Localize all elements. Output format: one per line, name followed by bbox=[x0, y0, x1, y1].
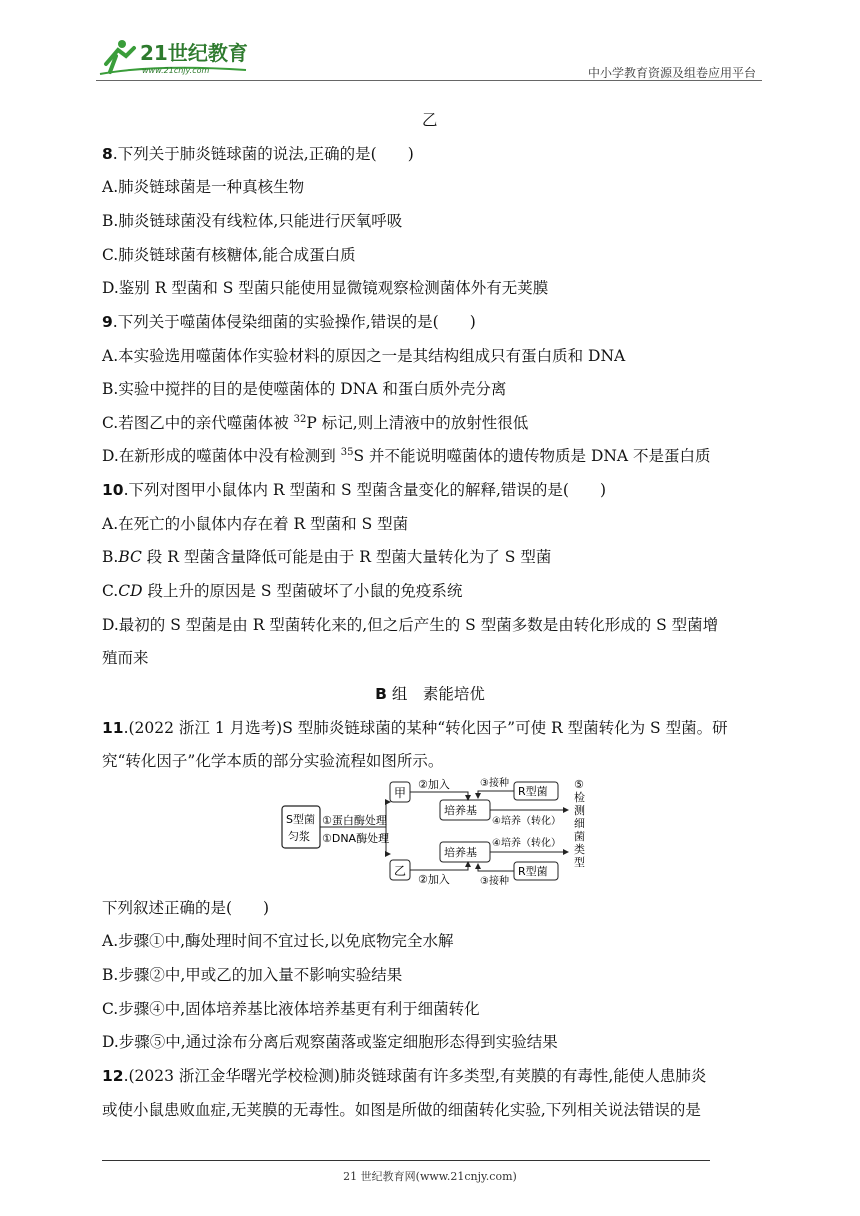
q8-option-b: B.肺炎链球菌没有线粒体,只能进行厌氧呼吸 bbox=[102, 212, 403, 230]
q8-option-d: D.鉴别 R 型菌和 S 型菌只能使用显微镜观察检测菌体外有无荚膜 bbox=[102, 279, 549, 297]
sample-yi: 乙 bbox=[394, 864, 407, 878]
site-logo bbox=[96, 34, 256, 78]
svg-text:测: 测 bbox=[574, 804, 585, 817]
step3-inoc-top: ③接种 bbox=[480, 778, 509, 789]
q11-option-b: B.步骤②中,甲或乙的加入量不影响实验结果 bbox=[102, 966, 403, 984]
step1-protease: ①蛋白酶处理 bbox=[322, 814, 387, 827]
q9-option-d: D.在新形成的噬菌体中没有检测到 $^{35}$S 并不能说明噬菌体的遗传物质是 DNA 不是蛋白质 bbox=[102, 446, 711, 465]
q12-stem-line1: 12.(2023 浙江金华曙光学校检测)肺炎链球菌有许多类型,有荚膜的有毒性,能使人患肺炎 bbox=[102, 1067, 707, 1085]
medium-top: 培养基 bbox=[444, 804, 477, 817]
q11-option-c: C.步骤④中,固体培养基比液体培养基更有利于细菌转化 bbox=[102, 1000, 480, 1018]
section-heading: B 组 素能培优 bbox=[375, 685, 485, 703]
q11-option-d: D.步骤⑤中,通过涂布分离后观察菌落或鉴定细胞形态得到实验结果 bbox=[102, 1033, 558, 1051]
sample-jia: 甲 bbox=[394, 786, 407, 800]
q12-stem-line2: 或使小鼠患败血症,无荚膜的无毒性。如图是所做的细菌转化实验,下列相关说法错误的是 bbox=[102, 1101, 701, 1119]
header-divider bbox=[96, 80, 762, 81]
svg-text:菌: 菌 bbox=[574, 830, 585, 843]
footer-divider bbox=[102, 1160, 710, 1161]
r-strain-bottom: R型菌 bbox=[518, 865, 548, 878]
q11-prompt: 下列叙述正确的是( ) bbox=[102, 899, 270, 917]
footer-text: 21 世纪教育网(www.21cnjy.com) bbox=[343, 1170, 517, 1183]
q8-stem: 8.下列关于肺炎链球菌的说法,正确的是( ) bbox=[102, 145, 414, 163]
step4-culture-top: ④培养（转化） bbox=[492, 816, 561, 827]
logo-text: 21世纪教育 bbox=[140, 41, 248, 65]
q11-option-a: A.步骤①中,酶处理时间不宜过长,以免底物完全水解 bbox=[102, 932, 454, 950]
q10-option-d-line2: 殖而来 bbox=[102, 649, 149, 667]
q10-option-b: B.BC 段 R 型菌含量降低可能是由于 R 型菌大量转化为了 S 型菌 bbox=[102, 548, 552, 566]
step2-add-top: ②加入 bbox=[418, 778, 450, 791]
s-box-line1: S型菌 bbox=[286, 813, 315, 826]
q9-stem: 9.下列关于噬菌体侵染细菌的实验操作,错误的是( ) bbox=[102, 313, 476, 331]
q9-option-c: C.若图乙中的亲代噬菌体被 $^{32}$P 标记,则上清液中的放射性很低 bbox=[102, 413, 529, 432]
q11-stem-line2: 究“转化因子”化学本质的部分实验流程如图所示。 bbox=[102, 752, 444, 770]
logo-url: www.21cnjy.com bbox=[142, 66, 210, 75]
q10-stem: 10.下列对图甲小鼠体内 R 型菌和 S 型菌含量变化的解释,错误的是( ) bbox=[102, 481, 607, 499]
r-strain-top: R型菌 bbox=[518, 785, 548, 798]
q8-option-c: C.肺炎链球菌有核糖体,能合成蛋白质 bbox=[102, 246, 356, 264]
step1-dnase: ①DNA酶处理 bbox=[322, 832, 390, 845]
svg-text:型: 型 bbox=[574, 856, 585, 869]
step4-culture-bottom: ④培养（转化） bbox=[492, 838, 561, 849]
experiment-flow-diagram bbox=[278, 774, 598, 886]
step5-detect-label bbox=[574, 778, 585, 869]
platform-name: 中小学教育资源及组卷应用平台 bbox=[587, 66, 756, 80]
step2-add-bottom: ②加入 bbox=[418, 873, 450, 886]
q10-option-d-line1: D.最初的 S 型菌是由 R 型菌转化来的,但之后产生的 S 型菌多数是由转化形成的 S 型菌增 bbox=[102, 616, 719, 634]
q11-stem-line1: 11.(2022 浙江 1 月选考)S 型肺炎链球菌的某种“转化因子”可使 R 型菌转化为 S 型菌。研 bbox=[102, 719, 728, 737]
figure-label-yi: 乙 bbox=[422, 111, 438, 129]
q8-option-a: A.肺炎链球菌是一种真核生物 bbox=[102, 178, 305, 196]
svg-text:细: 细 bbox=[574, 817, 585, 830]
q10-option-a: A.在死亡的小鼠体内存在着 R 型菌和 S 型菌 bbox=[102, 515, 409, 533]
q9-option-a: A.本实验选用噬菌体作实验材料的原因之一是其结构组成只有蛋白质和 DNA bbox=[102, 347, 626, 365]
svg-text:⑤: ⑤ bbox=[574, 778, 584, 791]
step3-inoc-bottom: ③接种 bbox=[480, 876, 509, 886]
q9-option-b: B.实验中搅拌的目的是使噬菌体的 DNA 和蛋白质外壳分离 bbox=[102, 380, 507, 398]
svg-text:类: 类 bbox=[574, 843, 585, 856]
s-box-line2: 匀浆 bbox=[288, 830, 310, 843]
svg-text:检: 检 bbox=[574, 791, 585, 804]
q10-option-c: C.CD 段上升的原因是 S 型菌破坏了小鼠的免疫系统 bbox=[102, 582, 463, 600]
medium-bottom: 培养基 bbox=[444, 846, 477, 859]
